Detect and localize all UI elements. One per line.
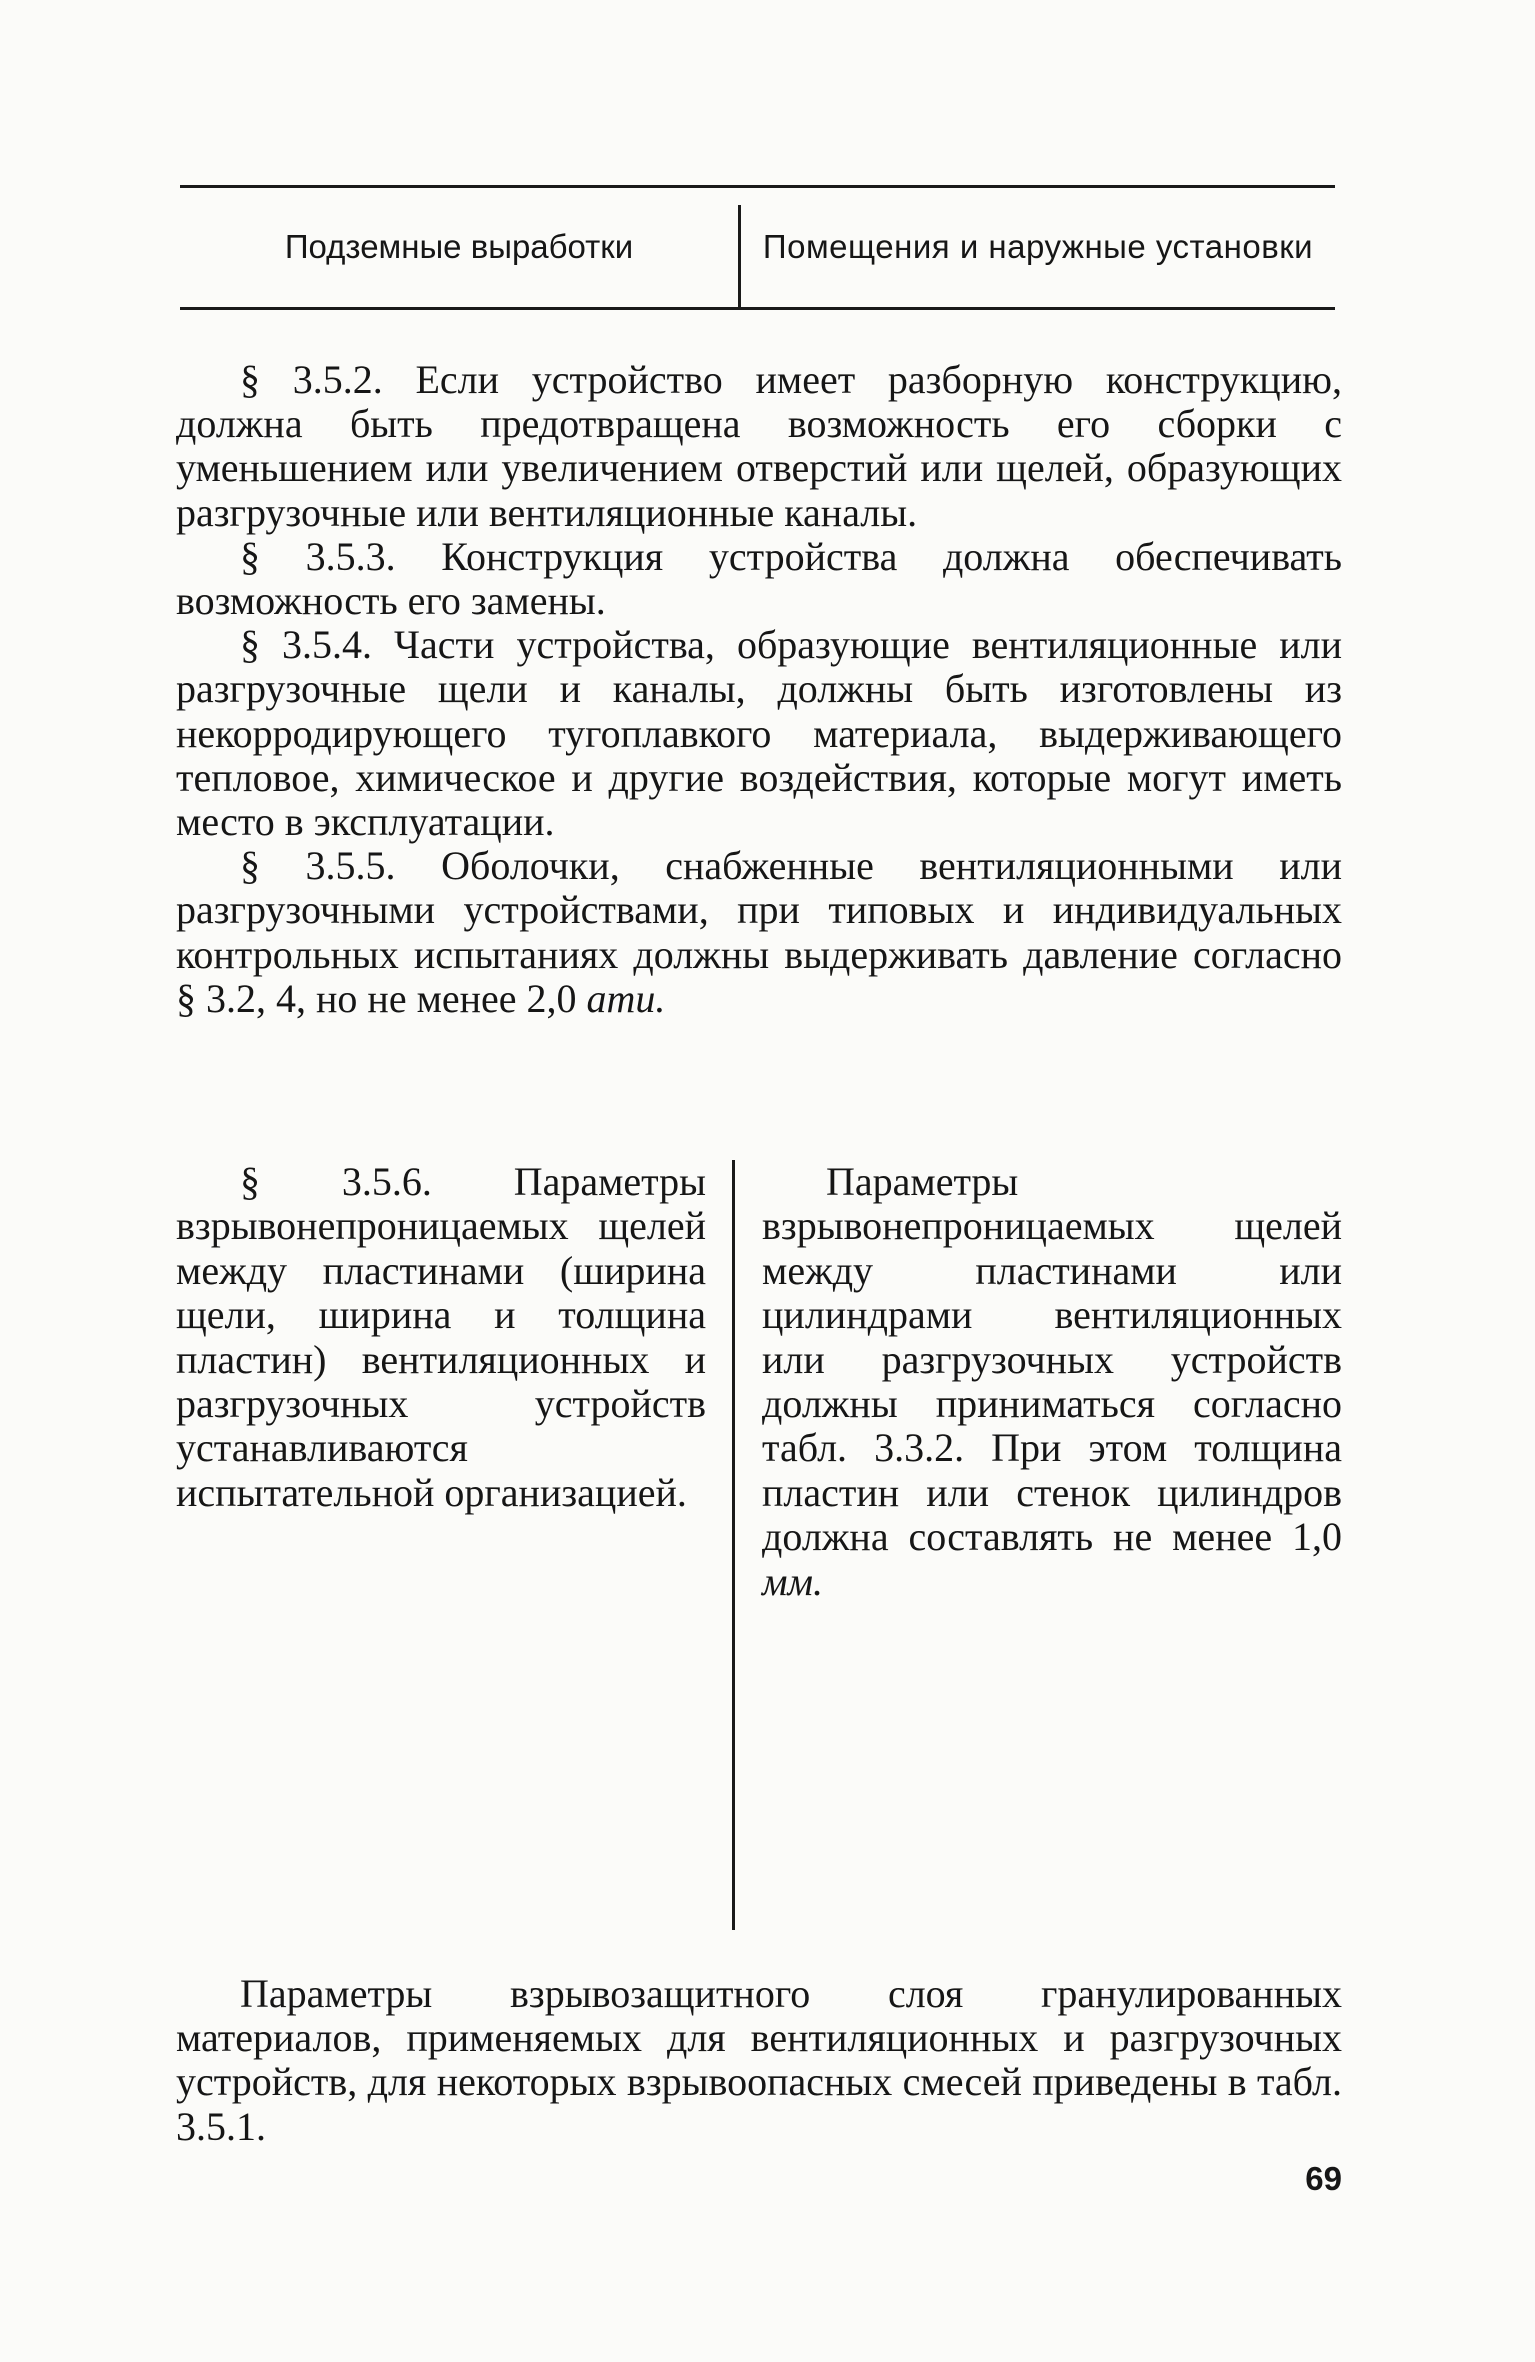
column-underground <box>176 1160 706 1515</box>
header-bottom-rule <box>180 307 1335 310</box>
paragraph-3-5-5-text: § 3.5.5. Оболочки, снабженные вентиляционными или разгрузочными устройствами, при типовых и индивидуальных контрольных испытаниях должны выдерживать давление согласно § 3.2, 4, но не менее 2,0 <box>176 843 1342 1021</box>
paragraph-3-5-3: § 3.5.3. Конструкция устройства должна обеспечивать возможность его замены. <box>176 533 1342 624</box>
thickness-unit: мм. <box>762 1558 824 1604</box>
paragraph-3-5-6: § 3.5.6. Параметры взрывонепроницаемых щелей между пластинами (ширина щели, ширина и толщина пластин) вентиляционных и разгрузочных устройств устанавливаются испытательной организацией. <box>176 1159 706 1515</box>
paragraph-3-5-2: § 3.5.2. Если устройство имеет разборную конструкцию, должна быть предотвращена возможность его сборки с уменьшением или увеличением отверстий или щелей, образующих разгрузочные или вентиляционные каналы. <box>176 357 1342 535</box>
main-text <box>176 358 1342 1021</box>
column-premises <box>762 1160 1342 1604</box>
column-divider <box>732 1160 735 1930</box>
premises-text: Параметры взрывонепроницаемых щелей между пластинами или цилиндрами вентиляционных или разгрузочных устройств должны приниматься согласно табл. 3.3.2. При этом толщина пластин или стенок цилиндров должна составлять не менее 1,0 <box>762 1159 1342 1560</box>
paragraph-granular-layer: Параметры взрывозащитного слоя гранулированных материалов, применяемых для вентиляционных и разгрузочных устройств, для некоторых взрывоопасных смесей приведены в табл. 3.5.1. <box>176 1971 1342 2149</box>
page-number: 69 <box>1305 2160 1342 2197</box>
two-column-section <box>176 1160 1342 1940</box>
header-underground-workings: Подземные выработки <box>284 228 634 265</box>
closing-text <box>176 1972 1342 2149</box>
paragraph-3-5-5 <box>176 844 1342 1021</box>
paragraph-3-5-6-premises <box>762 1160 1342 1604</box>
pressure-unit: ати. <box>586 975 666 1021</box>
header-top-rule <box>180 185 1335 188</box>
running-header-table <box>180 185 1335 310</box>
paragraph-3-5-4: § 3.5.4. Части устройства, образующие вентиляционные или разгрузочные щели и каналы, должны быть изготовлены из некорродирующего тугоплавкого материала, выдерживающего тепловое, химическое и другие воздействия, которые могут иметь место в эксплуатации. <box>176 622 1342 845</box>
header-premises-outdoor: Помещения и наружные установки <box>762 228 1314 265</box>
